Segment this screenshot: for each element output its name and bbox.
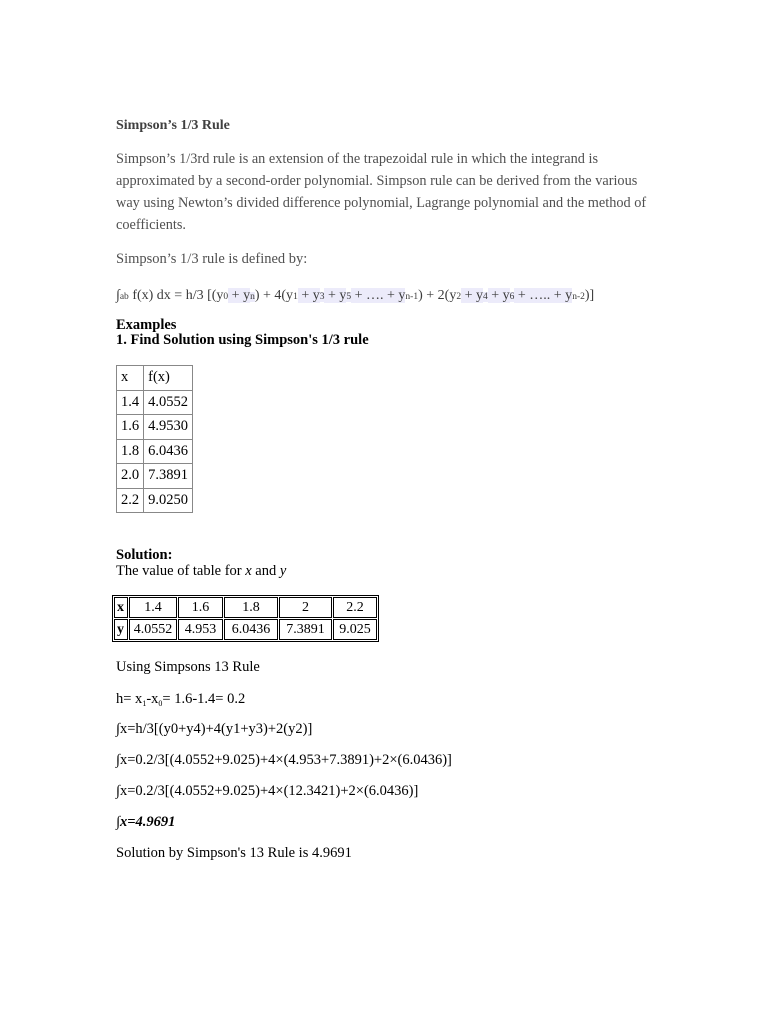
page-title: Simpson’s 1/3 Rule: [116, 118, 230, 133]
table-cell: 1.4: [117, 390, 144, 415]
problem-heading: 1. Find Solution using Simpson's 1/3 rule: [116, 332, 369, 348]
table-cell: 4.953: [178, 619, 223, 640]
table-header-cell: x: [117, 366, 144, 391]
table-header-cell: f(x): [144, 366, 193, 391]
table-row: [117, 488, 193, 513]
table-row: [114, 619, 377, 640]
conclusion-text: Solution by Simpson's 13 Rule is 4.9691: [116, 845, 352, 861]
examples-block: [116, 318, 369, 348]
table-row: [117, 439, 193, 464]
definition-intro: Simpson’s 1/3 rule is defined by:: [116, 251, 308, 267]
table-cell: 4.0552: [144, 390, 193, 415]
table-cell: 7.3891: [144, 464, 193, 489]
table-cell: 6.0436: [144, 439, 193, 464]
step-substitution: ∫x=0.2/3[(4.0552+9.025)+4×(4.953+7.3891)+2×(6.0436)]: [116, 752, 452, 768]
table-cell: 1.8: [224, 597, 278, 618]
y-label-cell: y: [114, 619, 128, 640]
simpson-formula: ∫ab f(x) dx = h/3 [(y0 + yn) + 4(y1 + y3 + y5 + …. + yn-1) + 2(y2 + y4 + y6 + ….. + yn-2)]: [116, 288, 595, 303]
table-cell: 4.9530: [144, 415, 193, 440]
intro-paragraph: Simpson’s 1/3rd rule is an extension of the trapezoidal rule in which the integrand is approximated by a second-order polynomial. Simpson rule can be derived from the various way using Newton’s divided difference polynomial, Lagrange polynomial and the method of coefficients.: [116, 151, 647, 233]
table-row: [117, 415, 193, 440]
step-formula: ∫x=h/3[(y0+y4)+4(y1+y3)+2(y2)]: [116, 721, 313, 737]
table-cell: 2.2: [117, 488, 144, 513]
table-row: [114, 597, 377, 618]
table-cell: 1.4: [129, 597, 177, 618]
table-cell: 1.6: [117, 415, 144, 440]
x-label-cell: x: [114, 597, 128, 618]
solution-heading: Solution:: [116, 547, 173, 563]
solution-intro: The value of table for x and y: [116, 562, 287, 579]
using-rule-text: Using Simpsons 13 Rule: [116, 659, 260, 675]
step-simplified: ∫x=0.2/3[(4.0552+9.025)+4×(12.3421)+2×(6.0436)]: [116, 783, 419, 799]
table-cell: 2.2: [333, 597, 377, 618]
solution-block: [116, 548, 286, 579]
examples-heading: Examples: [116, 317, 177, 333]
table-cell: 6.0436: [224, 619, 278, 640]
h-calculation: $h= x_1-x_0= 1.6-1.4= 0.2$: [116, 691, 246, 708]
table-row: [117, 390, 193, 415]
table-cell: 1.8: [117, 439, 144, 464]
table-cell: 2.0: [117, 464, 144, 489]
table-cell: 1.6: [178, 597, 223, 618]
xy-table: [112, 595, 379, 642]
table-cell: 9.0250: [144, 488, 193, 513]
table-header-row: [117, 366, 193, 391]
table-row: [117, 464, 193, 489]
table-cell: 9.025: [333, 619, 377, 640]
data-table: [116, 365, 193, 513]
table-cell: 4.0552: [129, 619, 177, 640]
result-value: ∫x=4.9691: [116, 814, 176, 830]
table-cell: 7.3891: [279, 619, 332, 640]
table-cell: 2: [279, 597, 332, 618]
